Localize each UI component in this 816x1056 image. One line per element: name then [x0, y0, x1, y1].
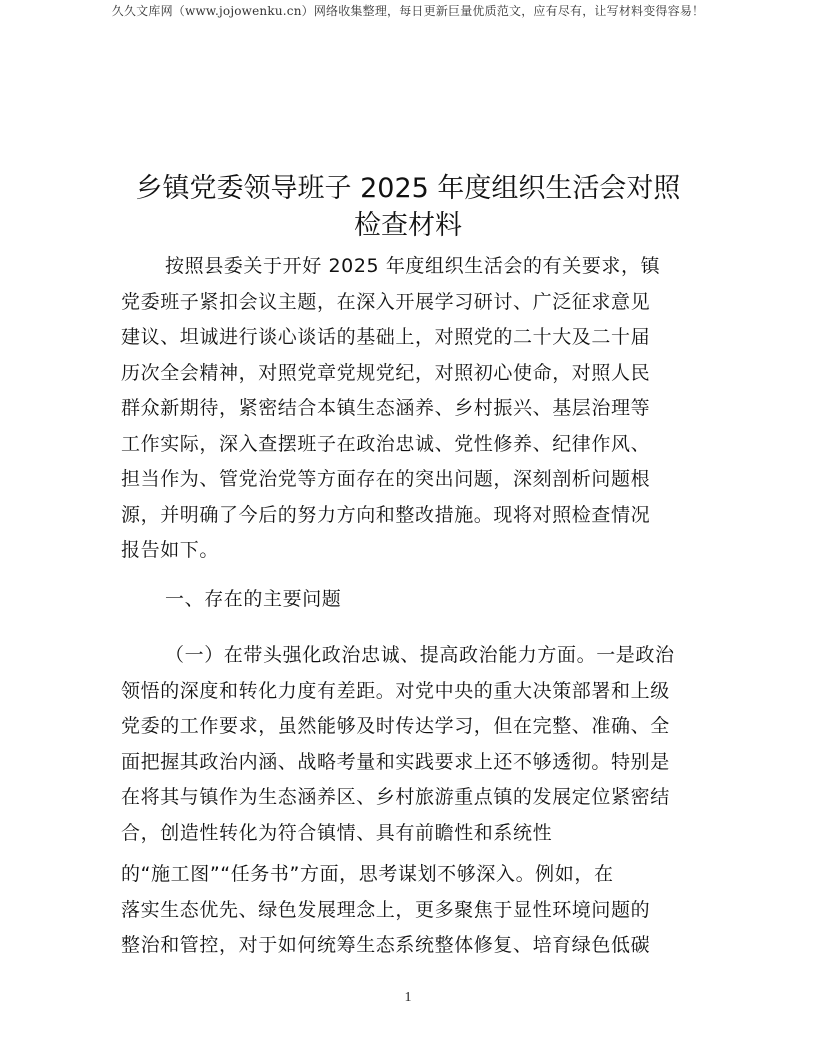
paragraph-line: 报告如下。 — [121, 539, 220, 561]
paragraph-line: 建议、坦诚进行谈心谈话的基础上，对照党的二十大及二十届 — [121, 326, 651, 348]
paragraph-line: 领悟的深度和转化力度有差距。对党中央的重大决策部署和上级 — [121, 679, 670, 702]
paragraph-line: 党委班子紧扣会议主题，在深入开展学习研讨、广泛征求意见 — [121, 290, 651, 313]
paragraph-line: 落实生态优先、绿色发展理念上，更多聚焦于显性环境问题的 — [121, 898, 651, 921]
paragraph-line: 群众新期待，紧密结合本镇生态涵养、乡村振兴、基层治理等 — [121, 397, 651, 419]
paragraph-line: 的“施工图”“任务书”方面，思考谋划不够深入。例如，在 — [121, 863, 614, 885]
title-line: 乡镇党委领导班子 2025 年度组织生活会对照 — [135, 173, 681, 205]
paragraph-line: 历次全会精神，对照党章党规党纪，对照初心使命，对照人民 — [121, 361, 651, 384]
paragraph-line: 担当作为、管党治党等方面存在的突出问题，深刻剖析问题根 — [121, 468, 651, 490]
paragraph-line: 源，并明确了今后的努力方向和整改措施。现将对照检查情况 — [121, 503, 651, 526]
paragraph-line: 在将其与镇作为生态涵养区、乡村旅游重点镇的发展定位紧密结 — [121, 786, 670, 808]
section-heading — [121, 582, 701, 618]
paragraph-line: 按照县委关于开好 2025 年度组织生活会的有关要求，镇 — [165, 255, 661, 277]
paragraph-line: 整治和管控，对于如何统筹生态系统整体修复、培育绿色低碳 — [121, 934, 651, 956]
section-heading-text: 一、存在的主要问题 — [165, 588, 342, 610]
page-number: 1 — [404, 990, 412, 1005]
paragraph-line: （一）在带头强化政治忠诚、提高政治能力方面。一是政治 — [165, 644, 675, 666]
intro-paragraph — [121, 249, 701, 569]
problem-paragraph-continued — [121, 857, 701, 964]
document-title — [100, 170, 716, 244]
paragraph-line: 工作实际，深入查摆班子在政治忠诚、党性修养、纪律作风、 — [121, 432, 651, 455]
site-header-banner: 久久文库网（www.jojowenku.cn）网络收集整理，每日更新巨量优质范文，应有尽有，让写材料变得容易！ — [111, 4, 705, 18]
problem-paragraph — [121, 638, 701, 851]
paragraph-line: 合，创造性转化为符合镇情、具有前瞻性和系统性 — [121, 821, 553, 844]
paragraph-line: 党委的工作要求，虽然能够及时传达学习，但在完整、准确、全 — [121, 715, 670, 737]
paragraph-line: 面把握其政治内涵、战略考量和实践要求上还不够透彻。特别是 — [121, 750, 670, 773]
title-line: 检查材料 — [354, 210, 462, 242]
